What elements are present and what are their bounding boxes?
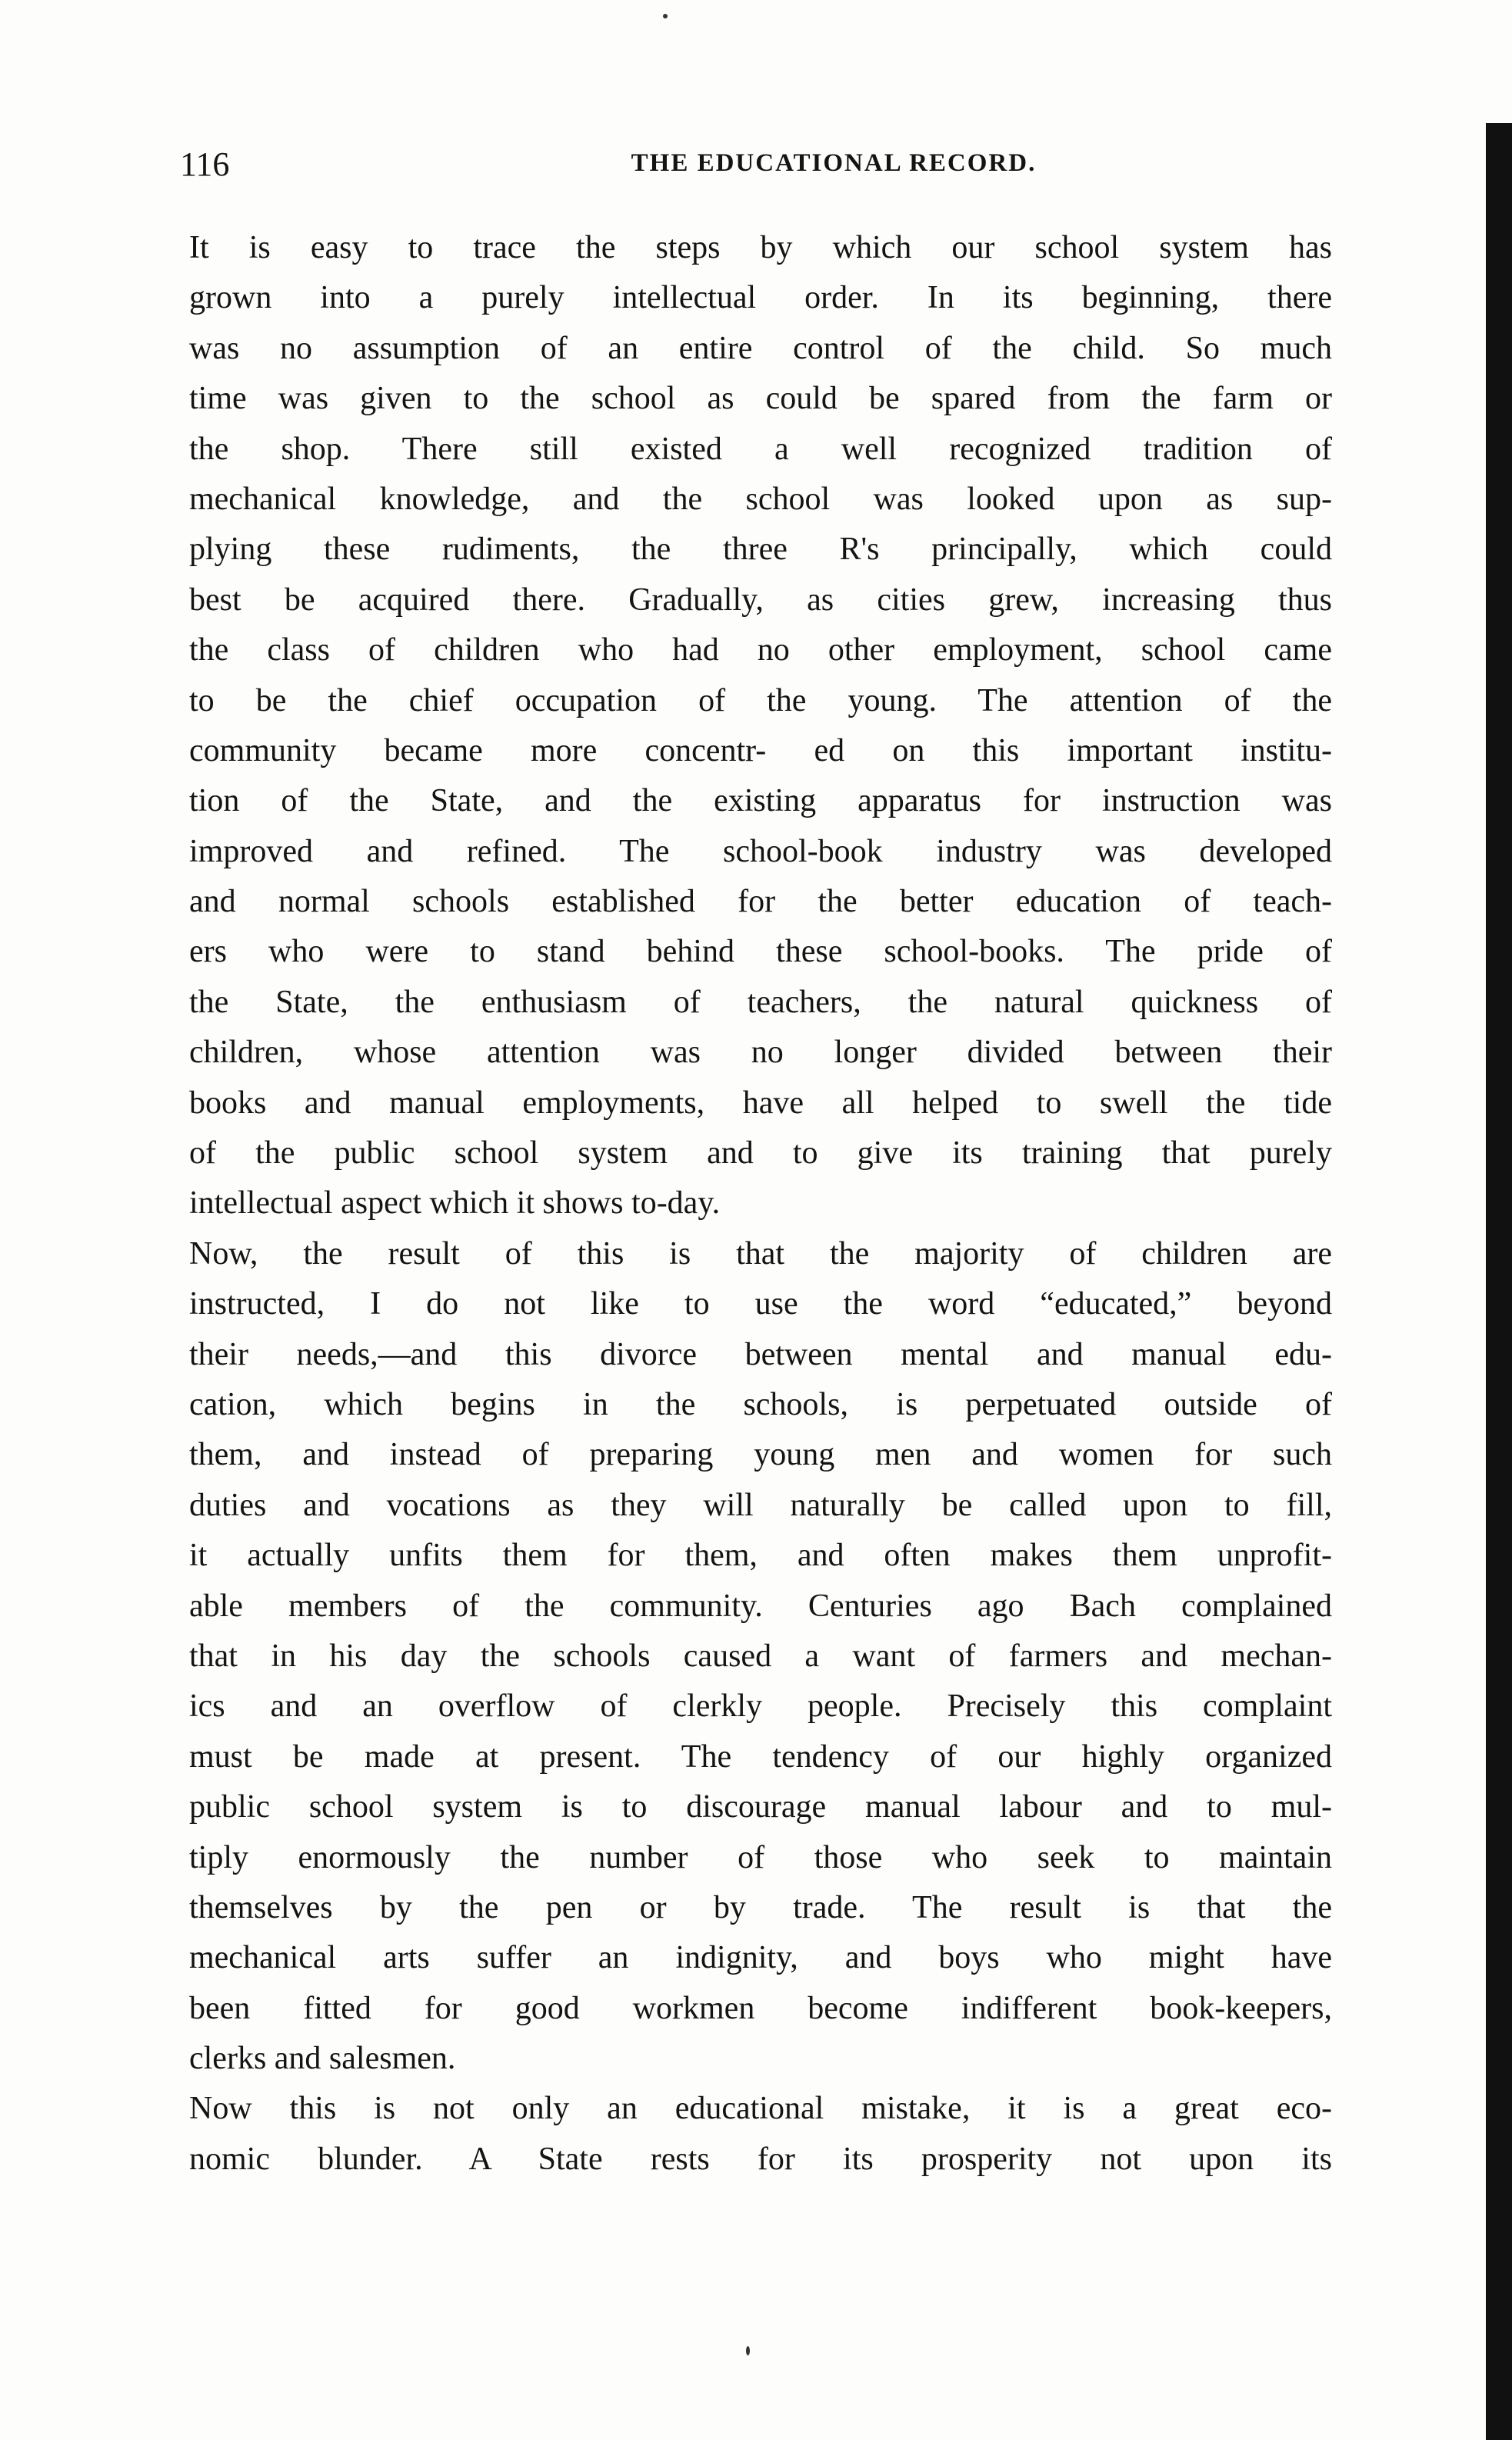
text-line: ers who were to stand behind these school-books. The pride of [189, 934, 1332, 970]
scan-speck [663, 14, 668, 18]
text-line: plying these rudiments, the three R's principally, which could [189, 532, 1332, 568]
text-line: books and manual employments, have all helped to swell the tide [189, 1085, 1332, 1121]
text-line: of the public school system and to give its training that purely [189, 1135, 1332, 1172]
text-line: improved and refined. The school-book industry was developed [189, 833, 1332, 869]
text-line: children, whose attention was no longer divided between their [189, 1035, 1332, 1071]
text-line: able members of the community. Centuries ago Bach complained [189, 1588, 1332, 1624]
text-line: the shop. There still existed a well recognized tradition of [189, 431, 1332, 467]
text-line: that in his day the schools caused a want of farmers and mechan- [189, 1638, 1332, 1674]
text-line: and normal schools established for the better education of teach- [189, 884, 1332, 920]
text-line: them, and instead of preparing young men and women for such [189, 1437, 1332, 1473]
text-line: clerks and salesmen. [189, 2041, 456, 2077]
text-line: intellectual aspect which it shows to-day. [189, 1185, 721, 1222]
text-line: It is easy to trace the steps by which our school system has [189, 230, 1332, 265]
text-line: Now this is not only an educational mistake, it is a great eco- [189, 2091, 1332, 2127]
page-body [189, 223, 1332, 2185]
scan-speck [746, 2346, 750, 2355]
text-line: themselves by the pen or by trade. The result is that the [189, 1889, 1332, 1925]
text-line: been fitted for good workmen become indifferent book-keepers, [189, 1990, 1332, 2026]
page-number: 116 [180, 145, 230, 183]
running-header [180, 145, 1334, 191]
text-line: duties and vocations as they will naturally be called upon to fill, [189, 1487, 1332, 1523]
text-line: best be acquired there. Gradually, as cities grew, increasing thus [189, 582, 1332, 618]
text-line: community became more concentr- ed on this important institu- [189, 732, 1332, 768]
text-line: time was given to the school as could be spared from the farm or [189, 381, 1332, 417]
text-line: tiply enormously the number of those who seek to maintain [189, 1839, 1332, 1875]
text-line: to be the chief occupation of the young. The attention of the [189, 682, 1332, 718]
text-line: instructed, I do not like to use the word “educated,” beyond [189, 1286, 1332, 1322]
running-title: THE EDUCATIONAL RECORD. [631, 149, 1037, 177]
text-line: the State, the enthusiasm of teachers, the natural quickness of [189, 984, 1332, 1020]
text-line: their needs,—and this divorce between mental and manual edu- [189, 1336, 1332, 1372]
text-line: must be made at present. The tendency of our highly organized [189, 1738, 1332, 1775]
text-line: was no assumption of an entire control of the child. So much [189, 330, 1332, 366]
text-line: grown into a purely intellectual order. In its beginning, there [189, 280, 1332, 316]
text-line: public school system is to discourage manual labour and to mul- [189, 1789, 1332, 1825]
text-line: it actually unfits them for them, and often makes them unprofit- [189, 1538, 1332, 1574]
text-line: cation, which begins in the schools, is perpetuated outside of [189, 1386, 1332, 1422]
text-line: ics and an overflow of clerkly people. Precisely this complaint [189, 1688, 1332, 1725]
text-line: nomic blunder. A State rests for its prosperity not upon its [189, 2141, 1332, 2177]
text-line: tion of the State, and the existing apparatus for instruction was [189, 783, 1332, 819]
scan-edge [1486, 123, 1512, 2440]
text-line: mechanical arts suffer an indignity, and boys who might have [189, 1940, 1332, 1976]
text-line: Now, the result of this is that the majority of children are [189, 1235, 1332, 1272]
text-line: mechanical knowledge, and the school was looked upon as sup- [189, 481, 1332, 517]
text-line: the class of children who had no other employment, school came [189, 632, 1332, 668]
